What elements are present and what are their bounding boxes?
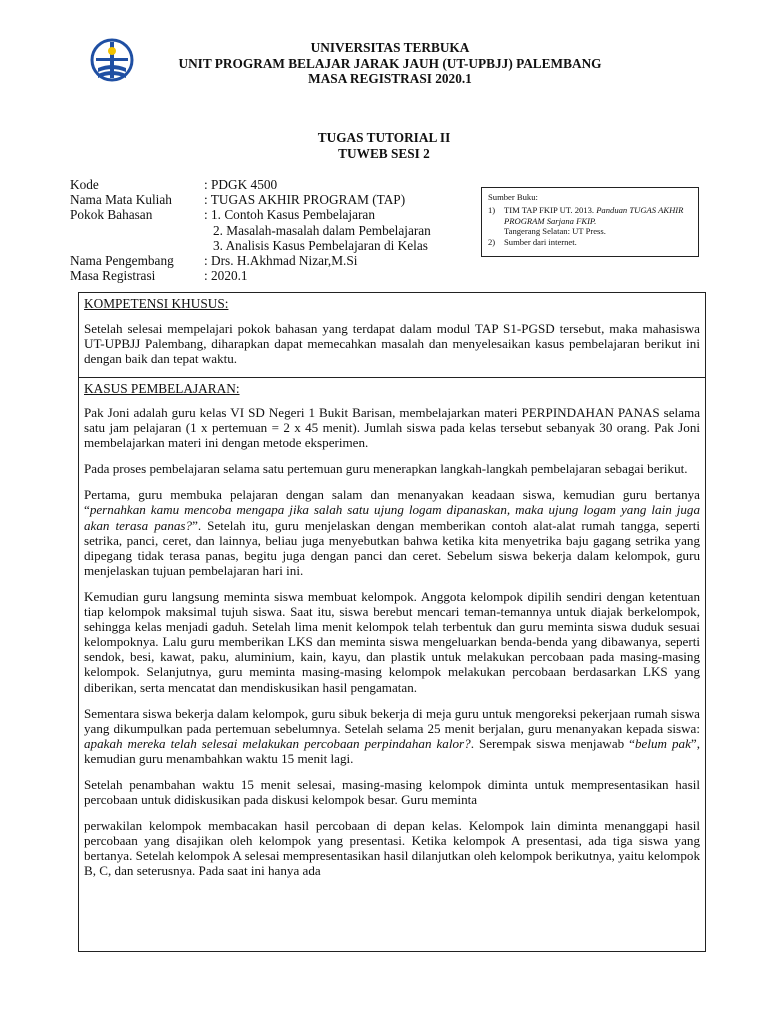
source-book-title: Panduan TUGAS AKHIR PROGRAM Sarjana FKIP. xyxy=(504,205,684,226)
paragraph xyxy=(79,706,705,766)
course-info xyxy=(70,177,431,283)
quoted-question: apakah mereka telah selesai melakukan percobaan perpindahan kalor? xyxy=(84,735,471,751)
university-name: UNIVERSITAS TERBUKA xyxy=(310,40,470,55)
section-title: KOMPETENSI KHUSUS: xyxy=(84,296,229,311)
text-run: ”, kemudian guru menambahkan waktu 15 menit lagi. xyxy=(84,735,700,766)
info-value: : Drs. H.Akhmad Nizar,M.Si xyxy=(204,253,358,269)
text-run: Sementara siswa bekerja dalam kelompok, guru sibuk bekerja di meja guru untuk mengoreksi pekerjaan rumah siswa yang dikumpulkan pada pertemuan sebelumnya. Setelah selama 25 menit berjalan, guru menanyakan kepada siswa: xyxy=(84,705,700,736)
kompetensi-section xyxy=(79,293,705,378)
letterhead xyxy=(140,40,640,87)
paragraph: perwakilan kelompok membacakan hasil percobaan di depan kelas. Kelompok lain diminta menanggapi hasil percobaan yang disajikan oleh kelompok yang presentasi. Ketika kelompok A presentasi, ada tiga siswa yang bertanya. Setelah kelompok A selesai mempresentasikan hasil dilanjutkan oleh kelompok berikutnya, yaitu kelompok B, C, dan seterusnya. Pada saat ini hanya ada xyxy=(84,818,700,879)
title-line-1: TUGAS TUTORIAL II xyxy=(317,130,451,145)
paragraph: Pak Joni adalah guru kelas VI SD Negeri 1 Bukit Barisan, membelajarkan materi PERPINDAHAN PANAS selama satu jam pelajaran (1 x pertemuan = 2 x 45 menit). Jumlah siswa pada kelas tersebut sebanyak 30 orang. Pak Joni membelajarkan materi ini dengan metode eksperimen. xyxy=(84,405,700,451)
info-value: : 1. Contoh Kasus Pembelajaran xyxy=(204,207,375,223)
content-box xyxy=(78,292,706,952)
source-publisher: Tangerang Selatan: UT Press. xyxy=(504,226,606,237)
source-title: Sumber Buku: xyxy=(488,192,538,202)
info-value: : TUGAS AKHIR PROGRAM (TAP) xyxy=(204,192,406,208)
info-row-pokok-3 xyxy=(70,238,431,253)
source-box xyxy=(481,187,699,257)
info-label: Kode xyxy=(70,177,99,192)
quoted-question: pernahkan kamu mencoba mengapa jika salah satu ujung logam dipanaskan, maka ujung logam yang lain juga akan terasa panas? xyxy=(84,502,700,533)
info-row-registrasi xyxy=(70,268,431,283)
unit-name: UNIT PROGRAM BELAJAR JARAK JAUH (UT-UPBJJ) PALEMBANG xyxy=(178,55,602,71)
source-number: 1) xyxy=(488,205,496,216)
info-value: 2. Masalah-masalah dalam Pembelajaran xyxy=(213,222,431,238)
quoted-answer: belum pak xyxy=(635,735,691,751)
info-label: Masa Registrasi xyxy=(70,268,156,284)
paragraph: Setelah selesai mempelajari pokok bahasan yang terdapat dalam modul TAP S1-PGSD tersebut, maka mahasiswa UT-UPBJJ Palembang, diharapkan dapat memecahkan masalah dan menyelesaikan kasus pembelajaran berikut ini dengan baik dan tepat waktu. xyxy=(84,321,700,367)
info-row-mata-kuliah xyxy=(70,192,431,207)
info-value: 3. Analisis Kasus Pembelajaran di Kelas xyxy=(213,237,428,253)
section-title: KASUS PEMBELAJARAN: xyxy=(84,381,240,396)
info-row-pokok-bahasan xyxy=(70,207,431,222)
info-label: Nama Pengembang xyxy=(70,253,174,269)
paragraph: Pada proses pembelajaran selama satu pertemuan guru menerapkan langkah-langkah pembelajaran sebagai berikut. xyxy=(84,461,688,477)
kasus-section xyxy=(79,378,705,879)
document-title xyxy=(234,130,534,161)
text-run: . Serempak siswa menjawab “ xyxy=(470,735,635,751)
registration-period: MASA REGISTRASI 2020.1 xyxy=(308,71,472,86)
universitas-terbuka-logo-icon xyxy=(90,38,134,86)
text-run: ”. Setelah itu, guru menjelaskan dengan memberikan contoh alat-alat rumah tangga, seperti setrika, panci, ceret, dan lainnya, beliau juga menyebutkan bahwa ketika kita menyetrika baju gagang setrika yang dipegang tidak terasa panas, begitu juga dengan panci dan ceret. Sebelum siswa bekerja dalam kelompok, guru menjelaskan tujuan pembelajaran hari ini. xyxy=(84,517,700,578)
info-value: : PDGK 4500 xyxy=(204,177,278,192)
paragraph xyxy=(79,487,705,578)
info-label: Pokok Bahasan xyxy=(70,207,153,223)
info-label: Nama Mata Kuliah xyxy=(70,192,172,208)
paragraph: Setelah penambahan waktu 15 menit selesai, masing-masing kelompok diminta untuk mempresentasikan hasil percobaan untuk didiskusikan pada diskusi kelompok besar. Guru meminta xyxy=(84,776,700,808)
title-line-2: TUWEB SESI 2 xyxy=(338,145,430,161)
info-row-pokok-2 xyxy=(70,223,431,238)
text-run: Pertama, guru membuka pelajaran dengan salam dan menanyakan keadaan siswa, kemudian guru bertanya “ xyxy=(84,487,700,518)
paragraph: Kemudian guru langsung meminta siswa membuat kelompok. Anggota kelompok dipilih sendiri dengan ketentuan tiap kelompok maksimal tujuh siswa. Saat itu, siswa berebut mencari teman-temannya untuk diajak berkelompok, sehingga kelas menjadi gaduh. Setelah lima menit kelompok telah terbentuk dan guru meminta siswa duduk sesuai kelompoknya. Lalu guru memberikan LKS dan meminta siswa mengeluarkan benda-benda yang dibawanya, seperti sendok, besi, kawat, paku, aluminium, kain, kayu, dan plastik untuk melakukan percobaan pada masing-masing kelompok. Selanjutnya, guru meminta masing-masing kelompok melakukan percobaan berdasarkan LKS yang diberikan, serta mencatat dan mendiskusikan hasil pengamatan. xyxy=(84,588,700,695)
source-text: Sumber dari internet. xyxy=(504,236,577,247)
source-item xyxy=(488,205,692,236)
info-value: : 2020.1 xyxy=(204,268,248,284)
source-author: TIM TAP FKIP UT. 2013. xyxy=(504,205,595,216)
source-item xyxy=(488,237,692,247)
info-row-pengembang xyxy=(70,253,431,268)
source-number: 2) xyxy=(488,236,496,247)
info-row-kode xyxy=(70,177,431,192)
